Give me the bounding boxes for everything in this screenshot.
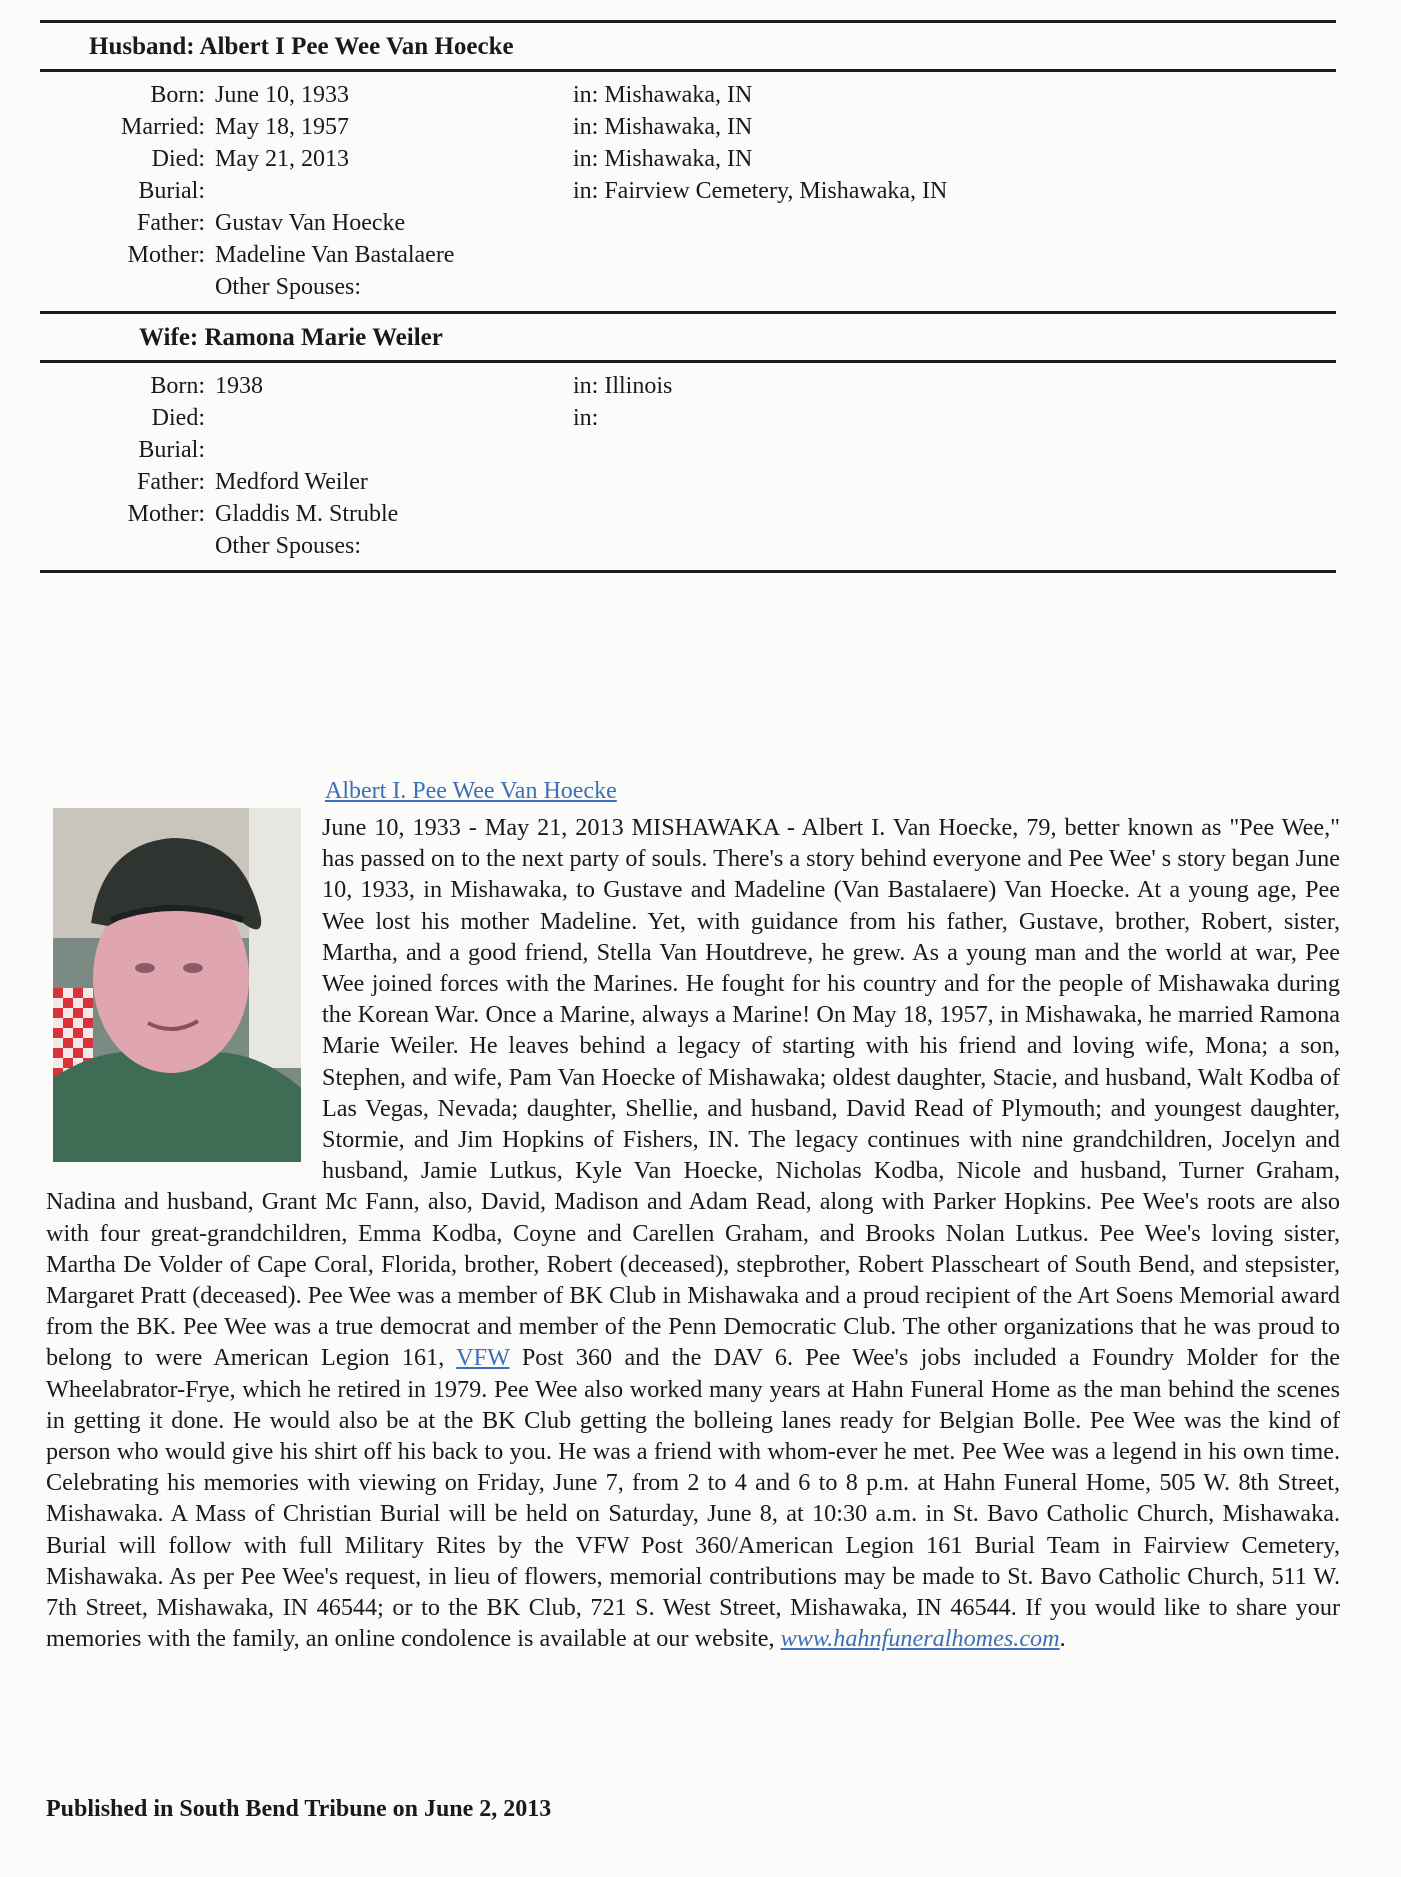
row-value: May 18, 1957 xyxy=(215,114,349,140)
husband-married-row xyxy=(0,114,1401,145)
top-rule xyxy=(40,20,1336,23)
row-label: Married: xyxy=(121,114,205,140)
row-value: June 10, 1933 xyxy=(215,82,349,108)
row-label: Died: xyxy=(151,405,205,431)
row-place: in: Mishawaka, IN xyxy=(573,146,753,172)
wife-heading-label: Wife: xyxy=(139,324,199,351)
husband-heading-label: Husband: xyxy=(89,33,195,60)
wife-mother-row xyxy=(0,501,1401,532)
wife-father-row xyxy=(0,469,1401,500)
wife-top-rule xyxy=(40,311,1336,314)
row-place: in: Fairview Cemetery, Mishawaka, IN xyxy=(573,178,948,204)
row-value: Madeline Van Bastalaere xyxy=(215,242,455,268)
row-label: Mother: xyxy=(127,242,205,268)
website-link[interactable]: www.hahnfuneralhomes.com xyxy=(780,1625,1060,1653)
husband-name: Albert I Pee Wee Van Hoecke xyxy=(199,33,514,60)
row-label: Burial: xyxy=(138,437,205,463)
other-spouses-label: Other Spouses: xyxy=(215,533,361,559)
obituary-title-link[interactable]: Albert I. Pee Wee Van Hoecke xyxy=(325,778,617,804)
row-label: Mother: xyxy=(127,501,205,527)
husband-other-spouses-row xyxy=(0,274,1401,305)
row-place: in: Illinois xyxy=(573,373,673,399)
row-label: Burial: xyxy=(138,178,205,204)
row-label: Born: xyxy=(150,82,205,108)
row-value: Medford Weiler xyxy=(215,469,368,495)
row-label: Father: xyxy=(137,469,205,495)
wife-name: Ramona Marie Weiler xyxy=(204,324,443,351)
trailing-period: . xyxy=(1059,1625,1066,1653)
wife-other-spouses-row xyxy=(0,533,1401,564)
husband-born-row xyxy=(0,82,1401,113)
wife-burial-row xyxy=(0,437,1401,468)
row-value: Gustav Van Hoecke xyxy=(215,210,406,236)
husband-died-row xyxy=(0,146,1401,177)
husband-heading xyxy=(89,33,514,61)
bottom-rule xyxy=(40,570,1336,573)
row-label: Father: xyxy=(137,210,205,236)
obituary-text-part1: June 10, 1933 - May 21, 2013 MISHAWAKA - Albert I. Van Hoecke, 79, better known as "Pee Wee," has passed on to the next party of souls. There's a story behind everyone and Pee Wee' s story began June 10, 1933, in Mishawaka, to Gustave and Madeline (Van Bastalaere) Van Hoecke. At a young age, Pee Wee lost his mother Madeline. Yet, with guidance from his father, Gustave, brother, Robert, sister, Martha, and a good friend, Stella Van Houtdreve, he grew. As a young man and the world at war, Pee Wee joined forces with the Marines. He fought for his country and for the people of Mishawaka during the Korean War. Once a Marine, always a Marine! On May 18, 1957, in Mishawaka, he married Ramona Marie Weiler. He leaves behind a legacy of starting with his friend and loving wife, Mona; a son, Stephen, and wife, Pam Van Hoecke of Mishawaka; oldest daughter, Stacie, and husband, Walt Kodba of Las Vegas, Nevada; daughter, Shellie, and husband, David Read of Plymouth; and youngest daughter, Stormie, and Jim Hopkins of Fishers, IN. The legacy continues with nine grandchildren, Jocelyn and husband, Jamie Lutkus, Kyle Van Hoecke, Nicholas Kodba, Nicole and husband, Turner Graham, Nadina and husband, Grant Mc Fann, also, David, Madison and Adam Read, along with Parker Hopkins. Pee Wee's roots are also with four great-grandchildren, Emma Kodba, Coyne and Carellen Graham, and Brooks Nolan Lutkus. Pee Wee's loving sister, Martha De Volder of Cape Coral, Florida, brother, Robert (deceased), stepbrother, Robert Plasscheart of South Bend, and stepsister, Margaret Pratt (deceased). Pee Wee was a member of BK Club in Mishawaka and a proud recipient of the Art Soens Memorial award from the BK. Pee Wee was a true democrat and member of the Penn Democratic Club. The other organizations that he was proud to belong to were American Legion 161, xyxy=(46,814,1340,1372)
row-value: 1938 xyxy=(215,373,263,399)
husband-rule xyxy=(40,69,1336,72)
other-spouses-label: Other Spouses: xyxy=(215,274,361,300)
husband-mother-row xyxy=(0,242,1401,273)
wife-born-row xyxy=(0,373,1401,404)
wife-died-row xyxy=(0,405,1401,436)
row-value: Gladdis M. Struble xyxy=(215,501,399,527)
row-value: May 21, 2013 xyxy=(215,146,349,172)
row-label: Died: xyxy=(151,146,205,172)
vfw-link[interactable]: VFW xyxy=(456,1344,510,1372)
row-place: in: Mishawaka, IN xyxy=(573,114,753,140)
husband-father-row xyxy=(0,210,1401,241)
wife-rule xyxy=(40,360,1336,363)
wife-heading xyxy=(139,324,443,352)
row-place: in: xyxy=(573,405,599,431)
husband-burial-row xyxy=(0,178,1401,209)
obituary-body xyxy=(46,812,1340,1654)
photo-spacer xyxy=(46,812,322,1176)
row-label: Born: xyxy=(150,373,205,399)
published-note: Published in South Bend Tribune on June 2, 2013 xyxy=(46,1796,552,1822)
row-place: in: Mishawaka, IN xyxy=(573,82,753,108)
obituary-text-part2: Post 360 and the DAV 6. Pee Wee's jobs included a Foundry Molder for the Wheelabrator-Frye, which he retired in 1979. Pee Wee also worked many years at Hahn Funeral Home as the man behind the scenes in getting it done. He would also be at the BK Club getting the bolleing lanes ready for Belgian Bolle. Pee Wee was the kind of person who would give his shirt off his back to you. He was a friend with whom-ever he met. Pee Wee was a legend in his own time. Celebrating his memories with viewing on Friday, June 7, from 2 to 4 and 6 to 8 p.m. at Hahn Funeral Home, 505 W. 8th Street, Mishawaka. A Mass of Christian Burial will be held on Saturday, June 8, at 10:30 a.m. in St. Bavo Catholic Church, Mishawaka. Burial will follow with full Military Rites by the VFW Post 360/American Legion 161 Burial Team in Fairview Cemetery, Mishawaka. As per Pee Wee's request, in lieu of flowers, memorial contributions may be made to St. Bavo Catholic Church, 511 W. 7th Street, Mishawaka, IN 46544; or to the BK Club, 721 S. West Street, Mishawaka, IN 46544. If you would like to share your memories with the family, an online condolence is available at our website, xyxy=(46,1344,1341,1653)
